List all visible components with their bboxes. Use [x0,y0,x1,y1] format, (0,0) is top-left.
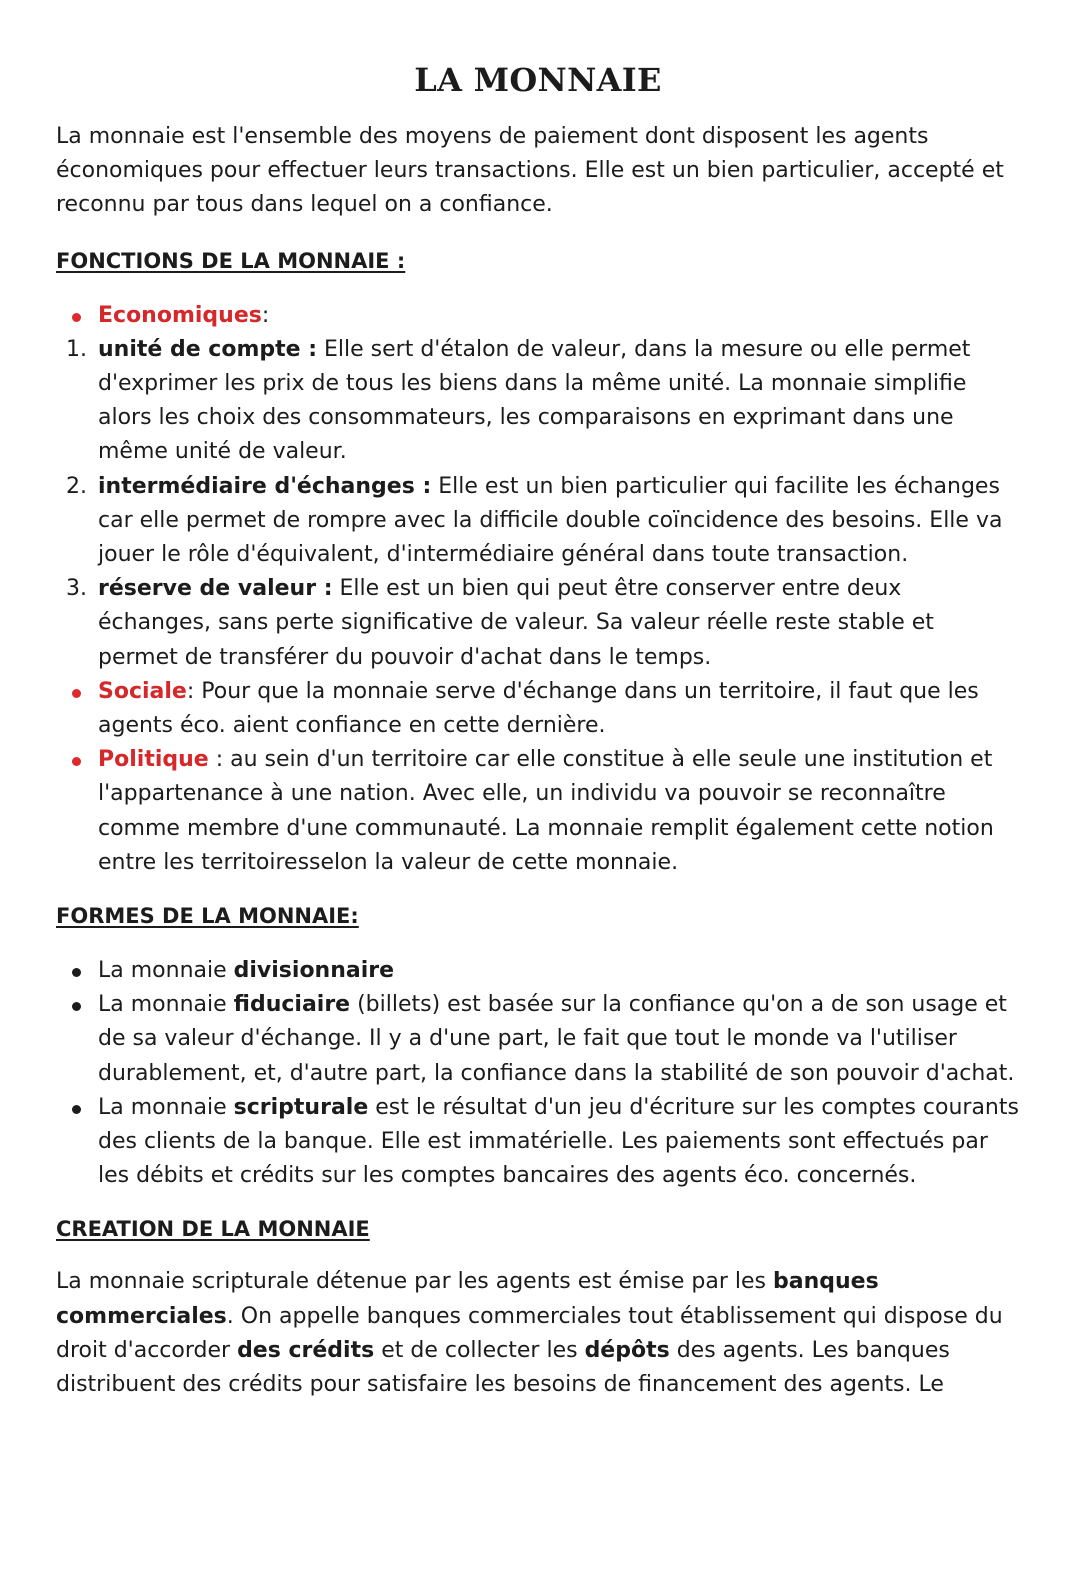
definition-text: Elle sert d'étalon de valeur, dans la mesure ou elle permet d'exprimer les prix de tous les biens dans la même unité. La monnaie simplifie alors les choix des consommateurs, les comparaisons en exprimant dans une même unité de valeur. [98,336,971,465]
section-heading-fonctions: FONCTIONS DE LA MONNAIE : [56,248,406,273]
list-item-intermediaire [56,470,1020,573]
term: unité de compte : [98,336,318,362]
bold-des-credits: des crédits [237,1337,375,1363]
item-prefix: La monnaie [98,958,234,984]
list-item-fiduciaire [56,988,1020,1091]
red-bullet-icon [72,313,81,322]
creation-text-1: La monnaie scripturale détenue par les agents est émise par les [56,1269,773,1295]
intro-paragraph: La monnaie est l'ensemble des moyens de paiement dont disposent les agents économiques pour effectuer leurs transactions. Elle est un bien particulier, accepté et reconnu par tous dans lequel on a confiance. [56,124,1004,218]
sociale-text: : Pour que la monnaie serve d'échange dans un territoire, il faut que les agents éco. aient confiance en cette dernière. [98,678,979,739]
document-page [56,58,1020,1402]
list-item-unite-de-compte [56,333,1020,470]
bold-depots: dépôts [584,1337,670,1363]
term: fiduciaire [233,992,351,1018]
section-heading-creation: CREATION DE LA MONNAIE [56,1217,370,1242]
item-prefix: La monnaie [98,1094,234,1120]
label-sociale: Sociale [98,678,187,704]
economiques-suffix: : [261,302,270,328]
bullet-icon [72,1105,81,1114]
bold-banques-commerciales: banques commerciales [56,1269,879,1329]
bullet-icon [72,1002,81,1011]
politique-text: : au sein d'un territoire car elle constitue à elle seule une institution et l'appartenance à une nation. Avec elle, un individu va pouvoir se reconnaître comme membre d'une communauté. La monnaie remplit également cette notion entre les territoiresselon la valeur de cette monnaie. [98,747,994,875]
term: intermédiaire d'échanges : [98,473,432,499]
list-item-reserve [56,572,1020,675]
page-title: LA MONNAIE [414,61,662,99]
list-item-scripturale [56,1091,1020,1194]
creation-text-2: . On appelle banques commerciales tout établissement qui dispose du droit d'accorder [56,1303,1003,1363]
definition-text: Elle est un bien particulier qui facilite les échanges car elle permet de rompre avec la difficile double coïncidence des besoins. Elle va jouer le rôle d'équivalent, d'intermédiaire général dans toute transaction. [98,473,1003,568]
item-text: (billets) est basée sur la confiance qu'on a de son usage et de sa valeur d'échange. Il y a d'une part, le fait que tout le monde va l'utiliser durablement, et, d'autre part, la confiance dans la stabilité de son pouvoir d'achat. [98,992,1015,1086]
list-item-sociale [56,675,1020,743]
formes-list [56,954,1020,1193]
term: scripturale [233,1094,369,1120]
creation-text-4: des agents. Les banques distribuent des crédits pour satisfaire les besoins de financement des agents. Le [56,1337,950,1398]
creation-text-3: et de collecter les [374,1337,585,1363]
item-text: est le résultat d'un jeu d'écriture sur les comptes courants des clients de la banque. Elle est immatérielle. Les paiements sont effectués par les débits et crédits sur les comptes bancaires des agents éco. concernés. [98,1094,1019,1189]
list-number: 1. [66,336,87,362]
section-heading-formes: FORMES DE LA MONNAIE: [56,904,359,929]
definition-text: Elle est un bien qui peut être conserver entre deux échanges, sans perte significative de valeur. Sa valeur réelle reste stable et permet de transférer du pouvoir d'achat dans le temps. [98,576,934,670]
term: divisionnaire [233,958,395,984]
label-economiques: Economiques [98,302,262,328]
list-number: 3. [66,576,87,602]
label-politique: Politique [98,747,209,773]
fonctions-list [56,299,1020,880]
creation-paragraph [56,1265,1020,1402]
item-prefix: La monnaie [98,992,234,1018]
list-item-economiques [56,299,1020,333]
red-bullet-icon [72,689,81,698]
list-item-politique [56,743,1020,880]
bullet-icon [72,968,81,977]
list-item-divisionnaire [56,954,1020,988]
list-number: 2. [66,473,87,499]
red-bullet-icon [72,757,81,766]
term: réserve de valeur : [98,576,333,602]
